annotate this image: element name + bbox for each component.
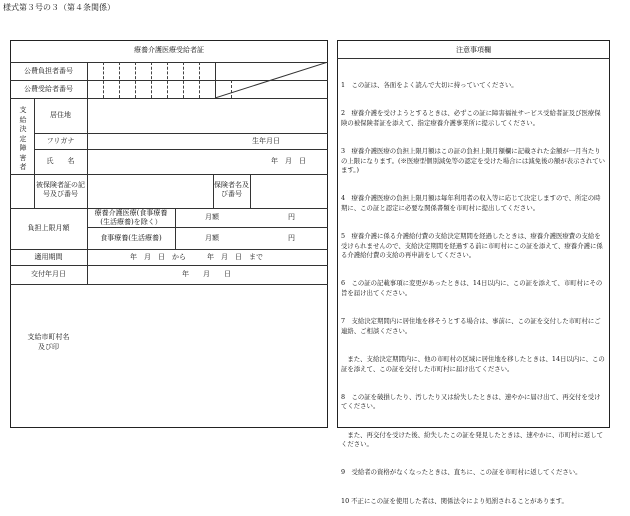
period-value: 年 月 日 から 年 月 日 まで <box>130 253 263 261</box>
note-item: また、再交付を受けた後、紛失したこの証を発見したときは、速やかに、市町村に返してください。 <box>341 430 604 449</box>
note-item: 9 受給者の資格がなくなったときは、直ちに、この証を市町村に返してください。 <box>341 468 582 477</box>
certificate-title: 療養介護医療受給者証 <box>134 46 204 54</box>
payer-number-label: 公費負担者番号 <box>24 67 73 75</box>
insured-symbol-label: 被保険者証の記号及び番号 <box>36 181 85 198</box>
municipality-label-line1: 支給市町村名 <box>27 333 70 341</box>
note-item: 5 療養介護に係る介護給付費の支給決定期間を経過したときは、療養介護医療費の支給を受けられませんので、支給決定期間を経過する前に市町村にこの証を添えて、療養介護に係る介護給付費の支給の再申請をしてください。 <box>341 232 603 260</box>
note-item: 10 不正にこの証を使用した者は、関係法令により処罰されることがあります。 <box>341 496 568 505</box>
limit-row2-label: 食事療養(生活療養) <box>100 234 162 242</box>
municipality-label-line2: 及び印 <box>38 343 59 351</box>
insurer-name-label: 保険者名及び番号 <box>214 181 249 198</box>
period-label: 適用期間 <box>34 253 63 261</box>
recipient-vertical-label: 支給決定障害者 <box>19 106 27 171</box>
note-item: 4 療養介護医療の負担上限月額は毎年利用者の収入等に応じて決定しますので、所定の時期に、この証と認定に必要な関係書類を市町村に提出してください。 <box>341 194 601 212</box>
note-item: 6 この証の記載事項に変更があったときは、14日以内に、この証を添えて、市町村にその旨を届け出てください。 <box>341 279 603 297</box>
note-item: 1 この証は、各面をよく読んで大切に持っていてください。 <box>341 80 518 89</box>
address-label: 居住地 <box>50 111 71 119</box>
limit-label: 負担上限月額 <box>27 224 70 232</box>
furigana-label: フリガナ <box>46 137 75 145</box>
form-number: 様式第３号の３（第４条関係） <box>3 3 115 12</box>
note-item: 7 支給決定期間内に居住地を移そうとする場合は、事前に、この証を交付した市町村にご連絡、ご相談ください。 <box>341 317 601 335</box>
note-item: 2 療養介護を受けようとするときは、必ずこの証に障害福祉サービス受給者証及び医療保険の被保険者証を添えて、指定療養介護事業所に提示してください。 <box>341 109 601 127</box>
limit-row1-yen: 円 <box>288 213 295 221</box>
limit-row2-yen: 円 <box>288 234 295 242</box>
notes-list <box>341 62 605 516</box>
limit-row1-monthly: 月額 <box>205 213 219 221</box>
blank-diagonal <box>215 62 328 98</box>
limit-row1-line2: (生活療養)を除く） <box>100 218 162 226</box>
issue-date-value: 年 月 日 <box>182 270 231 278</box>
limit-row2-monthly: 月額 <box>205 234 219 242</box>
issue-date-label: 交付年月日 <box>31 270 66 278</box>
limit-row1-line1: 療養介護医療(食事療養 <box>94 209 168 217</box>
recipient-number-label: 公費受給者番号 <box>24 85 73 93</box>
name-label: 氏 名 <box>46 157 75 165</box>
notes-title: 注意事項欄 <box>456 46 491 54</box>
note-item: また、支給決定期間内に、他の市町村の区域に居住地を移したときは、14日以内に、この証を添えて、この証を交付した市町村に届け出てください。 <box>341 355 605 373</box>
note-item: 3 療養介護医療の負担上限月額はこの証の負担上限月額欄に記載された金額が一月当たりの上限になります。(※医療型個別減免等の認定を受けた場合には減免後の額が表示されています。) <box>341 147 605 174</box>
birth-date-label: 生年月日 <box>252 137 280 145</box>
birth-date-value: 年 月 日 <box>271 157 306 165</box>
note-item: 8 この証を破損したり、汚したり又は紛失したときは、速やかに届け出て、再交付を受けてください。 <box>341 392 601 411</box>
